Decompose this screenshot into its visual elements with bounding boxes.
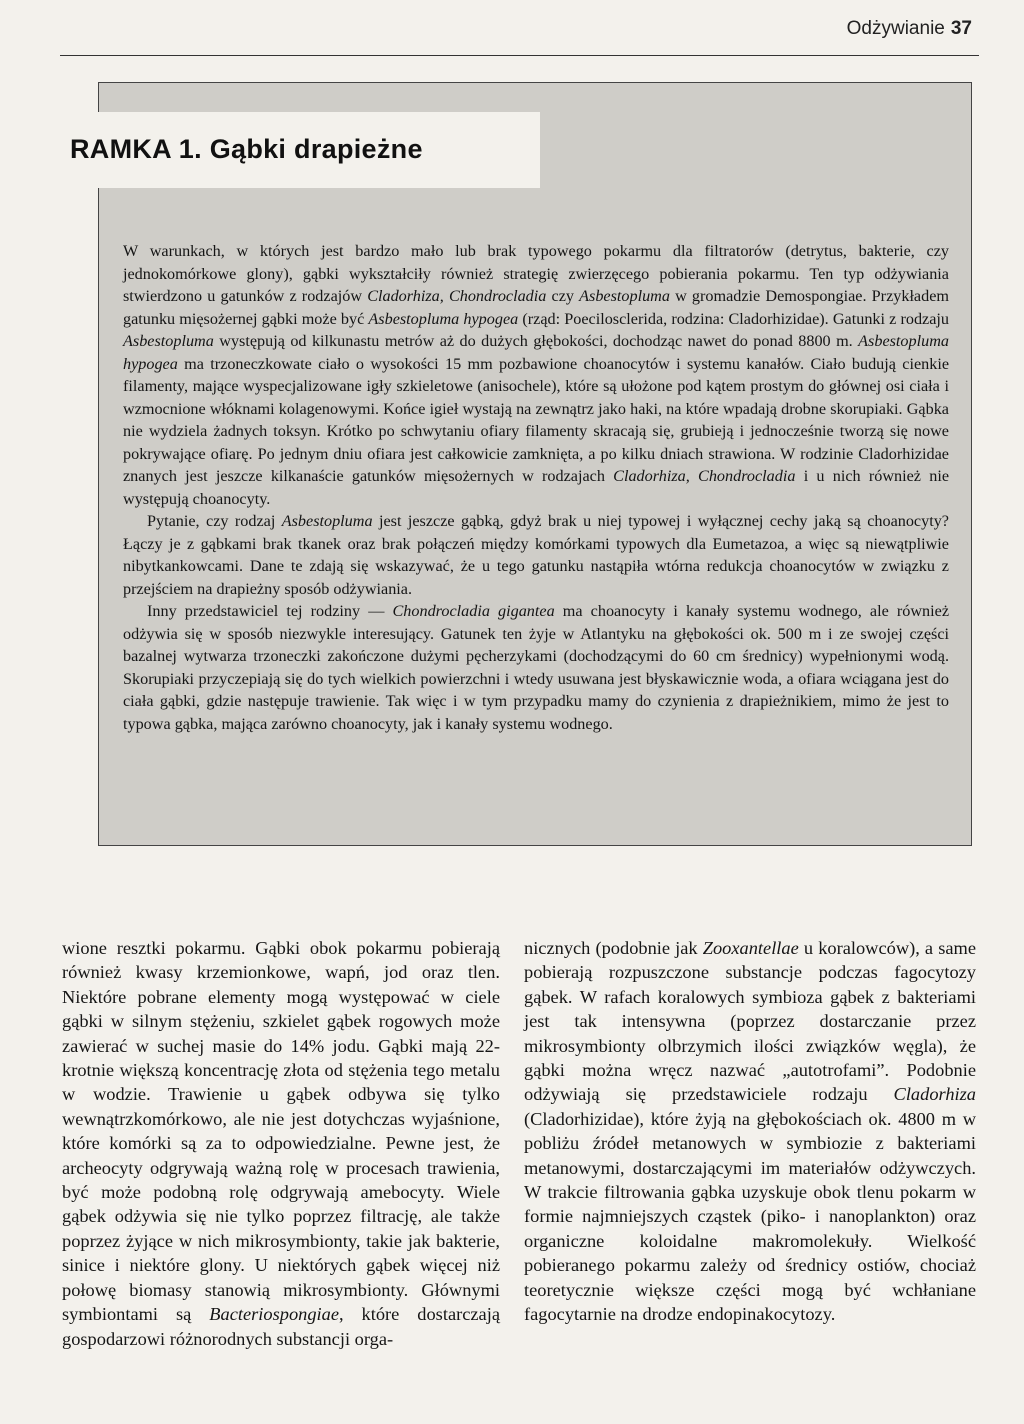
box-paragraph-1: W warunkach, w których jest bardzo mało lub brak typowego pokarmu dla filtratorów (detrytus, bakterie, czy jednokomórkowe glony), gąbki wykształciły również strategię zwierzęcego pobierania pokarmu. Ten typ odżywiania stwierdzono u gatunków z rodzajów Cladorhiza, Chondrocladia czy Asbestopluma w gromadzie Demospongiae. Przykładem gatunku mięsożernej gąbki może być Asbestopluma hypogea (rząd: Poecilosclerida, rodzina: Cladorhizidae). Gatunki z rodzaju Asbestopluma występują od kilkunastu metrów aż do dużych głębokości, dochodząc nawet do ponad 8800 m. Asbestopluma hypogea ma trzoneczkowate ciało o wysokości 15 mm pozbawione choanocytów i systemu kanałów. Ciało budują cienkie filamenty, mające wyspecjalizowane igły szkieletowe (anisochele), które są ułożone pod kątem prostym do głównej osi ciała i wzmocnione włóknami kolagenowymi. Końce igieł wystają na zewnątrz jako haki, na które wpadają drobne skorupiaki. Gąbka nie wydziela żadnych toksyn. Krótko po schwytaniu ofiary filamenty skracają się, grubieją i jednocześnie tworzą się nowe pokrywające ofiarę. Po jednym dniu ofiara jest całkowicie zamknięta, a po kilku dniach strawiona. W rodzinie Cladorhizidae znanych jest jeszcze kilkanaście gatunków mięsożernych w rodzajach Cladorhiza, Chondrocladia i u nich również nie występują choanocyty. [123,242,950,508]
section-title: Odżywianie [846,18,945,39]
box-paragraph-3: Inny przedstawiciel tej rodziny — Chondrocladia gigantea ma choanocyty i kanały systemu wodnego, ale również odżywia się w sposób niezwykle interesujący. Gatunek ten żyje w Atlantyku na głębokości ok. 500 m i ze swojej części bazalnej wytwarza trzoneczki zakończone dużymi pęcherzykami (dochodzącymi do 60 cm średnicy) wypełnionymi wodą. Skorupiaki przyczepiają się do tych wielkich powierzchni i wtedy usuwana jest błyskawicznie woda, a ofiara wciągana jest do ciała gąbki, gdzie następuje trawienie. Tak więc i w tym przypadku mamy do czynienia z drapieżnikiem, mimo że jest to typowa gąbka, mająca zarówno choanocyty, jak i kanały systemu wodnego. [123,602,950,733]
box-paragraph-2: Pytanie, czy rodzaj Asbestopluma jest jeszcze gąbką, gdyż brak u niej typowej i wyłącznej cechy jaką są choanocyty? Łączy je z gąbkami brak tkanek oraz brak połączeń między komórkami typowych dla Eumetazoa, a więc są niewątpliwie nibytkankowcami. Dane te zdają się wskazywać, że u tego gatunku nastąpiła wtórna redukcja choanocytów w związku z przejściem na drapieżny sposób odżywiania. [123,512,949,598]
page-number: 37 [950,18,972,39]
left-column-text: wione resztki pokarmu. Gąbki obok pokarmu pobierają również kwasy krzemionkowe, wapń, jod oraz tlen. Niektóre pobrane elementy mogą występować w ciele gąbki w silnym stężeniu, szkielet gąbek rogowych może zawierać w suchej masie do 14% jodu. Gąbki mają 22-krotnie większą koncentrację złota od stężenia tego metalu w wodzie. Trawienie u gąbek odbywa się tylko wewnątrzkomórkowo, ale nie jest dotychczas wyjaśnione, które komórki są za to odpowiedzialne. Pewne jest, że archeocyty odgrywają ważną rolę w procesach trawienia, być może podobną rolę odgrywają amebocyty. Wiele gąbek odżywia się nie tylko poprzez filtrację, ale także poprzez żyjące w nich mikrosymbionty, takie jak bakterie, sinice i niektóre glony. U niektórych gąbek więcej niż połowę biomasy stanowią mikrosymbionty. Głównymi symbiontami są Bacteriospongiae, które dostarczają gospodarzowi różnorodnych substancji orga- [62,938,500,1349]
right-column-text: nicznych (podobnie jak Zooxantellae u koralowców), a same pobierają rozpuszczone substancje podczas fagocytozy gąbek. W rafach koralowych symbioza gąbek z bakteriami jest tak intensywna (poprzez dostarczanie przez mikrosymbionty olbrzymich ilości związków węgla), że gąbki można wręcz nazwać „autotrofami”. Podobnie odżywiają się przedstawiciele rodzaju Cladorhiza (Cladorhizidae), które żyją na głębokościach ok. 4800 m w pobliżu źródeł metanowych w symbiozie z bakteriami metanowymi, dostarczającymi im materiałów odżywczych. W trakcie filtrowania gąbka uzyskuje obok tlenu pokarm w formie najmniejszych cząstek (piko- i nanoplankton) oraz organiczne koloidalne makromolekuły. Wielkość pobieranego pokarmu zależy od średnicy ostiów, chociaż teoretycznie większe części mogą być wchłaniane fagocytarnie na drodze endopinakocytozy. [524,938,976,1325]
box-title: RAMKA 1. Gąbki drapieżne [70,134,423,164]
right-column [524,936,976,1327]
left-column [62,936,500,1351]
header-rule [60,55,979,56]
running-header [847,18,972,40]
box-body [123,240,949,735]
